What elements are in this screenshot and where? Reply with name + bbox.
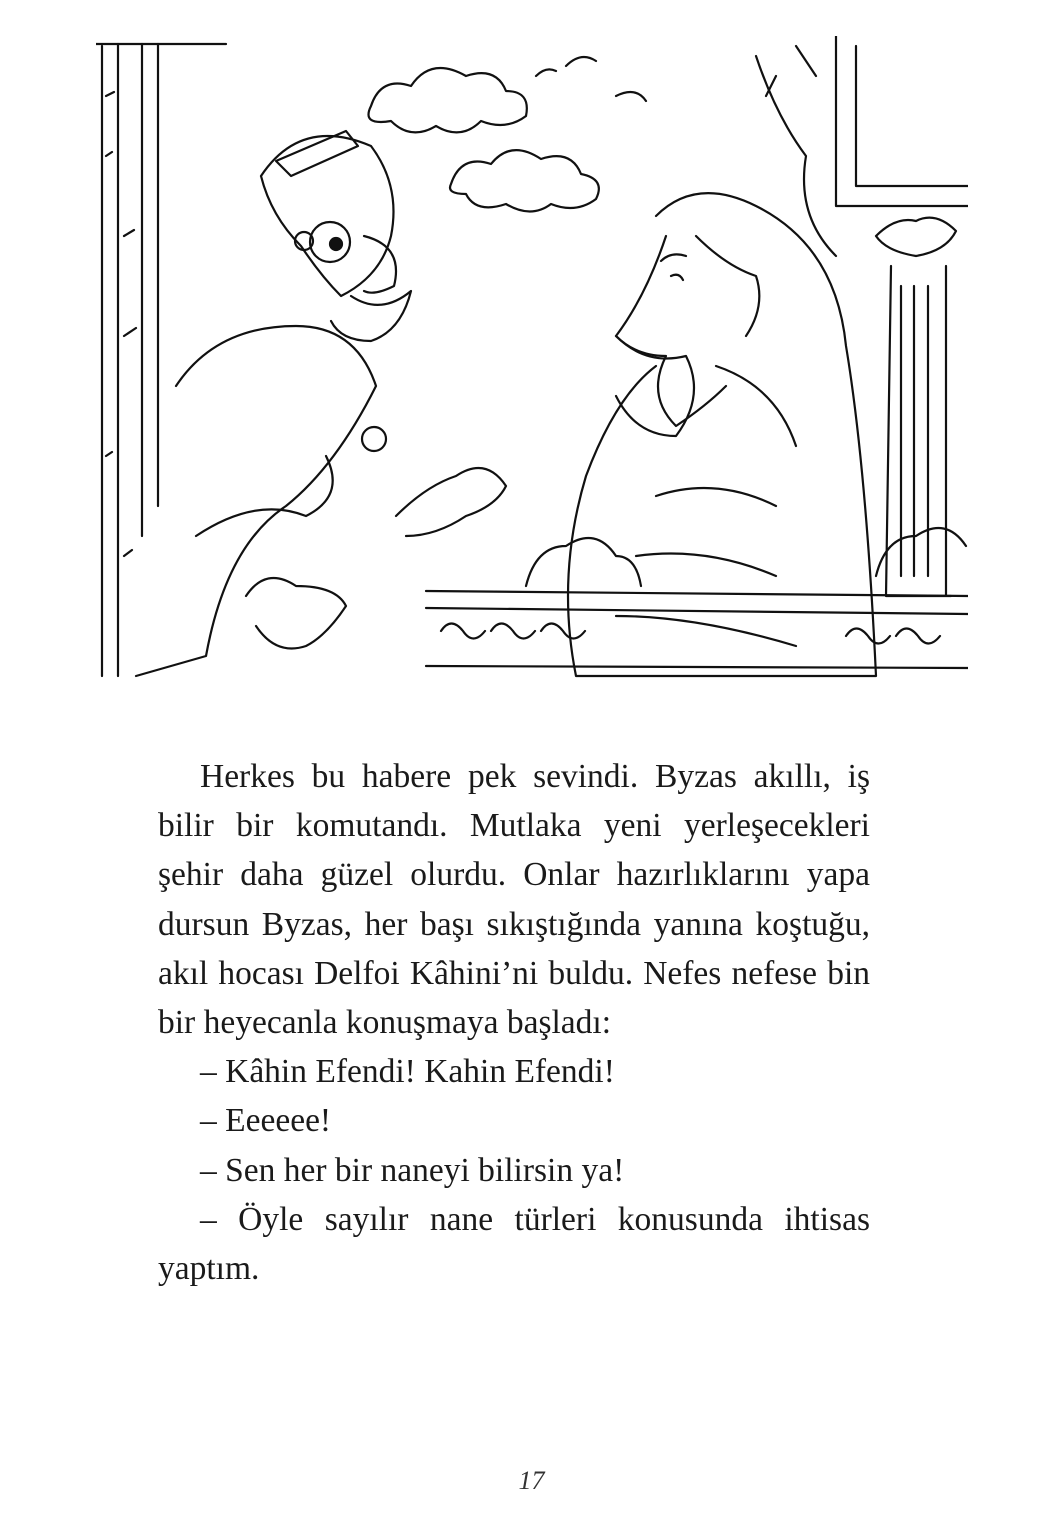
dialogue-line-2: – Eeeeee! bbox=[200, 1102, 332, 1140]
dialogue-line-3: – Sen her bir naneyi bilirsin ya! bbox=[200, 1151, 625, 1189]
narrative-paragraph: Herkes bu habere pek sevindi. Byzas akıllı, iş bilir bir komutandı. Mutlaka yeni yerleşecekleri şehir daha güzel olurdu. Onlar hazırlıklarını yapa dursun Byzas, her başı sıkıştığında yanına koştuğu, akıl hocası Delfoi Kâhini’ni buldu. Nefes nefese bin bir heyecanla konuşmaya başladı: bbox=[158, 758, 870, 1042]
dialogue-line-1: – Kâhin Efendi! Kahin Efendi! bbox=[200, 1053, 615, 1091]
dialogue-line-4: – Öyle sayılır nane türleri konusunda ihtisas yaptım. bbox=[158, 1200, 870, 1288]
page-number: 17 bbox=[518, 1466, 545, 1495]
illustration bbox=[96, 36, 968, 682]
body-text bbox=[158, 752, 870, 1293]
illustration-drawing-icon bbox=[96, 36, 968, 682]
